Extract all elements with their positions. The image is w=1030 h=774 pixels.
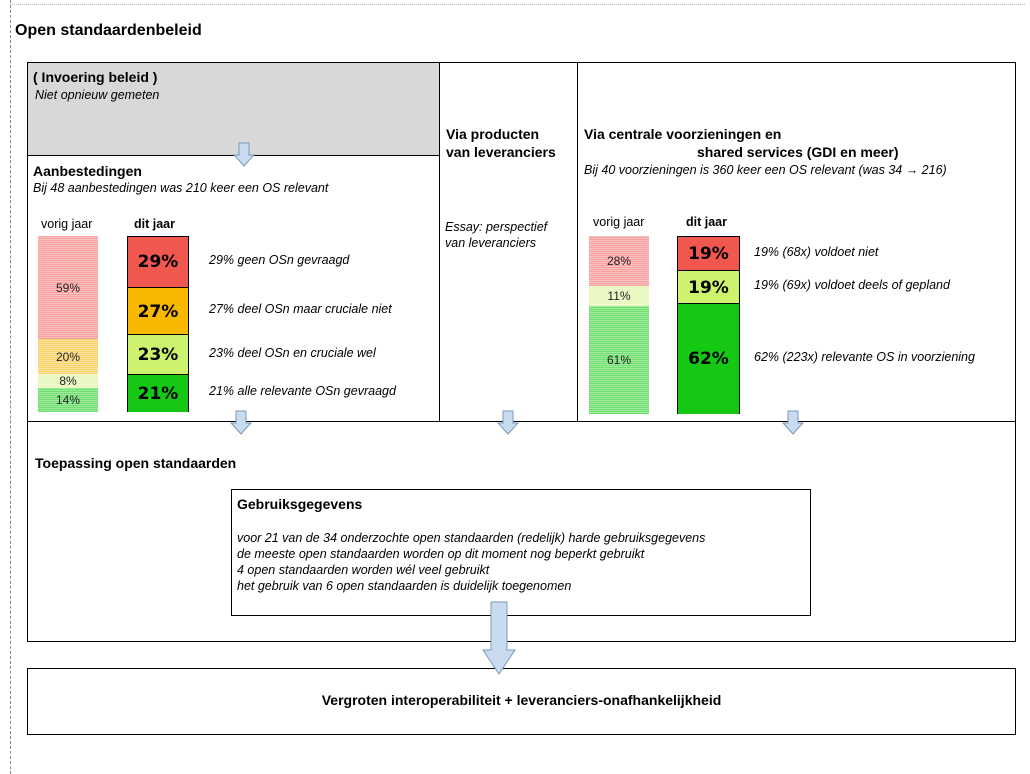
gebruik-line: de meeste open standaarden worden op dit moment nog beperkt gebruikt bbox=[237, 547, 645, 561]
segment-label: 27% bbox=[137, 301, 179, 322]
current-segment bbox=[128, 287, 188, 335]
legend-item: 23% deel OSn en cruciale wel bbox=[209, 345, 376, 360]
centraal-col-curr: dit jaar bbox=[686, 215, 727, 229]
previous-segment bbox=[38, 339, 98, 374]
aanbestedingen-col-curr: dit jaar bbox=[134, 217, 175, 231]
gebruik-line: het gebruik van 6 open standaarden is duidelijk toegenomen bbox=[237, 579, 572, 593]
aanbestedingen-title: Aanbestedingen bbox=[33, 163, 142, 179]
segment-label: 20% bbox=[55, 349, 81, 364]
gebruik-title: Gebruiksgegevens bbox=[237, 496, 363, 512]
current-segment bbox=[678, 270, 739, 304]
centraal-prev-bar bbox=[589, 236, 649, 414]
previous-segment bbox=[38, 236, 98, 339]
current-segment bbox=[678, 237, 739, 270]
segment-label: 28% bbox=[606, 254, 632, 268]
arrow-down-icon bbox=[782, 411, 804, 435]
producten-essay-line1: Essay: perspectief bbox=[445, 220, 548, 234]
centraal-curr-bar bbox=[677, 236, 740, 414]
segment-label: 19% bbox=[688, 277, 729, 298]
segment-label: 23% bbox=[137, 345, 179, 365]
aanbestedingen-subtitle: Bij 48 aanbestedingen was 210 keer een OS relevant bbox=[33, 181, 329, 195]
current-segment bbox=[128, 237, 188, 287]
previous-segment bbox=[589, 306, 649, 414]
producten-title-line2: van leveranciers bbox=[446, 144, 556, 160]
centraal-col-prev: vorig jaar bbox=[593, 215, 645, 229]
gebruik-line: voor 21 van de 34 onderzochte open standaarden (redelijk) harde gebruiksgegevens bbox=[237, 531, 706, 545]
legend-item: 62% (223x) relevante OS in voorziening bbox=[754, 349, 975, 364]
segment-label: 59% bbox=[55, 280, 81, 295]
legend-item: 27% deel OSn maar cruciale niet bbox=[209, 302, 392, 316]
producten-essay-line2: van leveranciers bbox=[445, 236, 537, 250]
segment-label: 19% bbox=[688, 243, 729, 264]
page-left-edge bbox=[10, 0, 11, 774]
centraal-title-line1: Via centrale voorzieningen en bbox=[584, 126, 782, 142]
producten-title-line1: Via producten bbox=[446, 126, 540, 142]
toepassing-title: Toepassing open standaarden bbox=[35, 455, 237, 471]
segment-label: 62% bbox=[688, 349, 729, 369]
segment-label: 8% bbox=[59, 374, 77, 388]
legend-item: 29% geen OSn gevraagd bbox=[209, 253, 350, 267]
arrow-down-icon bbox=[497, 411, 519, 435]
previous-segment bbox=[38, 388, 98, 412]
segment-label: 29% bbox=[137, 252, 179, 272]
page-title: Open standaardenbeleid bbox=[15, 22, 202, 39]
legend-item: 19% (68x) voldoet niet bbox=[754, 244, 879, 259]
arrow-down-icon bbox=[230, 411, 252, 435]
page-top-edge bbox=[10, 4, 1025, 5]
segment-label: 21% bbox=[137, 383, 179, 404]
previous-segment bbox=[38, 374, 98, 388]
current-segment bbox=[678, 303, 739, 414]
big-arrow-down-icon bbox=[482, 602, 516, 676]
centraal-subtitle: Bij 40 voorzieningen is 360 keer een OS relevant (was 34 → 216) bbox=[584, 163, 947, 177]
segment-label: 11% bbox=[607, 289, 631, 303]
divider-right bbox=[577, 62, 578, 422]
aanbestedingen-prev-bar bbox=[38, 236, 98, 412]
gebruik-line: 4 open standaarden worden wél veel gebruikt bbox=[237, 563, 490, 577]
previous-segment bbox=[589, 286, 649, 306]
arrow-down-icon bbox=[233, 143, 255, 167]
segment-label: 61% bbox=[606, 353, 632, 367]
aanbestedingen-col-prev: vorig jaar bbox=[41, 217, 93, 231]
divider-left bbox=[439, 62, 440, 422]
previous-segment bbox=[589, 236, 649, 286]
divider-horizontal bbox=[27, 421, 1016, 422]
current-segment bbox=[128, 374, 188, 412]
invoering-subtitle: Niet opnieuw gemeten bbox=[35, 88, 160, 102]
aanbestedingen-curr-bar bbox=[127, 236, 189, 412]
result-title: Vergroten interoperabiliteit + leveranciers-onafhankelijkheid bbox=[321, 692, 722, 708]
current-segment bbox=[128, 334, 188, 375]
legend-item: 21% alle relevante OSn gevraagd bbox=[209, 384, 396, 398]
legend-item: 19% (69x) voldoet deels of gepland bbox=[754, 278, 950, 292]
centraal-title-line2: shared services (GDI en meer) bbox=[697, 144, 899, 160]
segment-label: 14% bbox=[55, 393, 81, 407]
invoering-title: ( Invoering beleid ) bbox=[33, 69, 158, 85]
